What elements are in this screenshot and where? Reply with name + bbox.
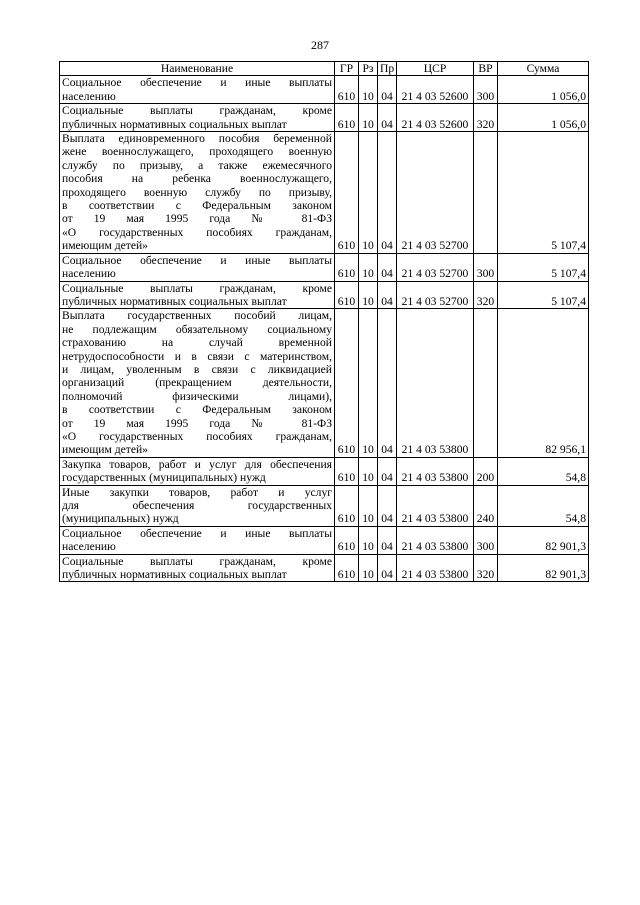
name-line: имеющим детей» (62, 443, 148, 457)
table-row (60, 253, 589, 281)
cell-sum: 82 901,3 (498, 526, 589, 554)
cell-pr: 04 (378, 132, 397, 254)
cell-csr: 21 4 03 53800 (397, 526, 474, 554)
cell-rz: 10 (359, 76, 378, 104)
cell-gr: 610 (335, 526, 359, 554)
table-row (60, 281, 589, 309)
cell-pr: 04 (378, 485, 397, 526)
cell-rz: 10 (359, 253, 378, 281)
cell-vr (474, 309, 498, 457)
cell-rz: 10 (359, 281, 378, 309)
cell-vr: 320 (474, 554, 498, 582)
cell-pr: 04 (378, 281, 397, 309)
cell-pr: 04 (378, 253, 397, 281)
header-rz: Рз (359, 62, 378, 76)
cell-name (60, 554, 335, 582)
name-line: Социальное обеспечение и иные выплаты (62, 76, 332, 90)
cell-csr: 21 4 03 52700 (397, 253, 474, 281)
cell-vr: 320 (474, 281, 498, 309)
cell-vr: 300 (474, 526, 498, 554)
cell-vr: 240 (474, 485, 498, 526)
name-line: в соответствии с Федеральным законом (62, 199, 332, 213)
cell-csr: 21 4 03 53800 (397, 485, 474, 526)
cell-csr: 21 4 03 52700 (397, 281, 474, 309)
cell-name (60, 526, 335, 554)
cell-sum: 54,8 (498, 457, 589, 485)
name-line: публичных нормативных социальных выплат (62, 117, 287, 131)
cell-sum: 1 056,0 (498, 104, 589, 132)
name-line: «О государственных пособиях гражданам, (62, 429, 332, 443)
name-line: Закупка товаров, работ и услуг для обеспечения (62, 457, 332, 471)
cell-name (60, 104, 335, 132)
cell-rz: 10 (359, 132, 378, 254)
cell-vr: 200 (474, 457, 498, 485)
cell-name (60, 485, 335, 526)
name-line: Иные закупки товаров, работ и услуг (62, 485, 332, 499)
table-row (60, 457, 589, 485)
cell-gr: 610 (335, 554, 359, 582)
cell-csr: 21 4 03 52600 (397, 76, 474, 104)
name-line: нетрудоспособности и в связи с материнством, (62, 349, 332, 363)
name-line: Выплата единовременного пособия беременной (62, 132, 332, 146)
name-line: «О государственных пособиях гражданам, (62, 225, 332, 239)
table-row (60, 76, 589, 104)
cell-csr: 21 4 03 52600 (397, 104, 474, 132)
cell-rz: 10 (359, 554, 378, 582)
cell-sum: 82 956,1 (498, 309, 589, 457)
cell-sum: 5 107,4 (498, 253, 589, 281)
cell-pr: 04 (378, 526, 397, 554)
cell-rz: 10 (359, 309, 378, 457)
cell-gr: 610 (335, 309, 359, 457)
table-row (60, 309, 589, 457)
name-line: полномочий физическими лицами), (62, 389, 332, 403)
page-number: 287 (311, 38, 329, 52)
cell-name (60, 309, 335, 457)
name-line: для обеспечения государственных (62, 499, 332, 512)
cell-pr: 04 (378, 554, 397, 582)
name-line: организаций (прекращением деятельности, (62, 376, 332, 390)
cell-pr: 04 (378, 457, 397, 485)
cell-sum: 82 901,3 (498, 554, 589, 582)
cell-rz: 10 (359, 457, 378, 485)
name-line: публичных нормативных социальных выплат (62, 294, 287, 308)
name-line: от 19 мая 1995 года № 81-ФЗ (62, 212, 332, 226)
cell-sum: 1 056,0 (498, 76, 589, 104)
name-line: населению (62, 89, 116, 103)
cell-gr: 610 (335, 485, 359, 526)
name-line: и лицам, уволенным в связи с ликвидацией (62, 362, 332, 376)
cell-vr: 320 (474, 104, 498, 132)
name-line: Социальные выплаты гражданам, кроме (62, 104, 332, 118)
cell-gr: 610 (335, 253, 359, 281)
name-line: публичных нормативных социальных выплат (62, 568, 287, 582)
table-header (60, 62, 589, 76)
cell-sum: 5 107,4 (498, 132, 589, 254)
name-line: страхованию на случай временной (62, 336, 332, 350)
cell-vr: 300 (474, 76, 498, 104)
header-sum: Сумма (498, 62, 589, 76)
header-pr: Пр (378, 62, 397, 76)
cell-gr: 610 (335, 76, 359, 104)
cell-name (60, 132, 335, 254)
name-line: в соответствии с Федеральным законом (62, 403, 332, 417)
cell-gr: 610 (335, 132, 359, 254)
table-row (60, 132, 589, 254)
cell-csr: 21 4 03 53800 (397, 309, 474, 457)
cell-name (60, 281, 335, 309)
cell-name (60, 76, 335, 104)
name-line: не подлежащим обязательному социальному (62, 322, 332, 336)
cell-vr (474, 132, 498, 254)
name-line: от 19 мая 1995 года № 81-ФЗ (62, 416, 332, 430)
cell-csr: 21 4 03 53800 (397, 554, 474, 582)
cell-sum: 5 107,4 (498, 281, 589, 309)
cell-rz: 10 (359, 104, 378, 132)
table-row (60, 554, 589, 582)
name-line: жене военнослужащего, проходящего военную (62, 145, 332, 159)
name-line: населению (62, 540, 116, 554)
cell-csr: 21 4 03 53800 (397, 457, 474, 485)
table-row (60, 526, 589, 554)
cell-gr: 610 (335, 457, 359, 485)
header-gr: ГР (335, 62, 359, 76)
cell-rz: 10 (359, 485, 378, 526)
header-name: Наименование (60, 62, 335, 76)
table-row (60, 485, 589, 526)
cell-rz: 10 (359, 526, 378, 554)
cell-gr: 610 (335, 281, 359, 309)
name-line: имеющим детей» (62, 239, 148, 253)
cell-pr: 04 (378, 104, 397, 132)
table-row (60, 104, 589, 132)
name-line: (муниципальных) нужд (62, 512, 179, 526)
cell-gr: 610 (335, 104, 359, 132)
name-line: населению (62, 267, 116, 281)
name-line: Социальные выплаты гражданам, кроме (62, 554, 332, 568)
cell-pr: 04 (378, 76, 397, 104)
name-line: службу по призыву, а также ежемесячного (62, 158, 332, 172)
name-line: Выплата государственных пособий лицам, (62, 309, 332, 323)
cell-pr: 04 (378, 309, 397, 457)
name-line: проходящего военную службу по призыву, (62, 185, 332, 199)
cell-name (60, 457, 335, 485)
budget-table (59, 61, 589, 582)
header-csr: ЦСР (397, 62, 474, 76)
header-row (60, 62, 589, 76)
name-line: Социальное обеспечение и иные выплаты (62, 526, 332, 540)
name-line: Социальные выплаты гражданам, кроме (62, 281, 332, 295)
cell-name (60, 253, 335, 281)
cell-csr: 21 4 03 52700 (397, 132, 474, 254)
cell-sum: 54,8 (498, 485, 589, 526)
table-body (60, 76, 589, 582)
name-line: Социальное обеспечение и иные выплаты (62, 253, 332, 267)
name-line: государственных (муниципальных) нужд (62, 471, 266, 485)
cell-vr: 300 (474, 253, 498, 281)
name-line: пособия на ребенка военнослужащего, (62, 172, 332, 186)
header-vr: ВР (474, 62, 498, 76)
